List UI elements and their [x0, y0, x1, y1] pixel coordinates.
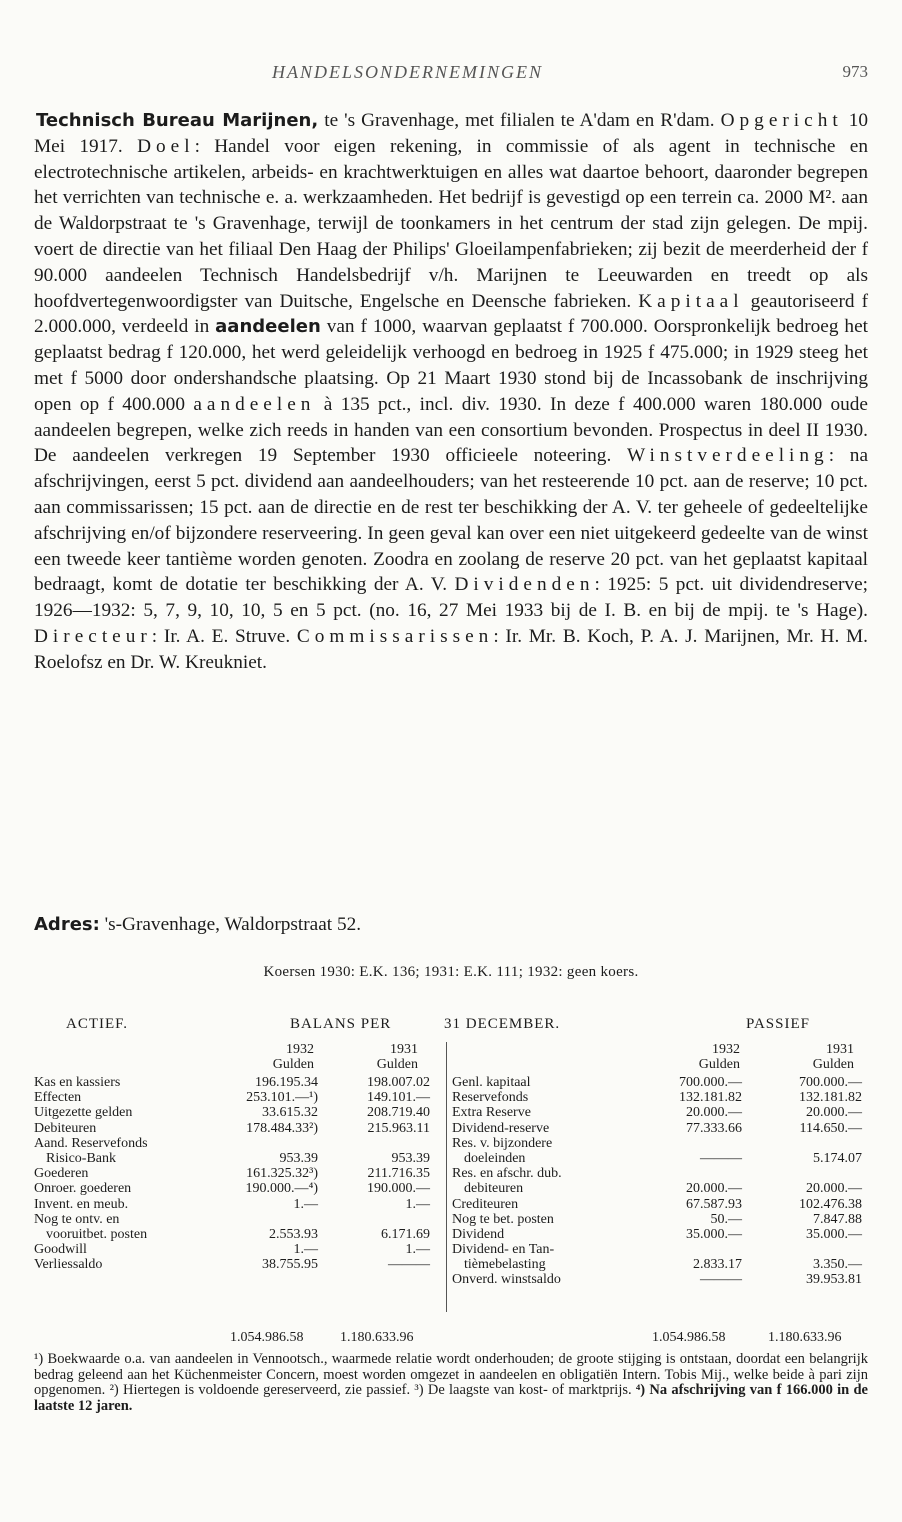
- value-1932: 77.333.66: [686, 1120, 742, 1136]
- table-row: [452, 1257, 868, 1272]
- footnote-1: ¹) Boekwaarde o.a. van aandeelen in Vennootsch., waarmede relatie wordt onderhouden; de groote stijging is ontstaan, doordat een belangrijk bedrag geleend aan het Küchenmeister Concern, moest worden omgezet in aandeelen en obligatiën Intern. Tobis Mij., welke beide à pari zijn opgenomen.: [34, 1351, 868, 1398]
- table-row: [34, 1242, 444, 1257]
- row-label: Risico-Bank: [46, 1150, 116, 1166]
- row-label: Nog te bet. posten: [452, 1211, 554, 1227]
- footnote-4: ⁴) Na afschrijving van f 166.000 in de laatste 12 jaren.: [34, 1382, 868, 1414]
- value-1932: 38.755.95: [262, 1257, 318, 1273]
- dividenden-text: : 1925: 5 pct. uit dividendreserve; 1926—1932: 5, 7, 9, 10, 10, 5 en 5 pct. (no. 16, 27 Mei 1933 bij de I. B. en bij de mpij. te 's Hage).: [34, 574, 868, 622]
- opgericht-label: Opgericht: [720, 110, 843, 131]
- value-1932: 20.000.—: [686, 1105, 742, 1121]
- value-1931: 3.350.—: [813, 1257, 862, 1273]
- passief-total-1931: 1.180.633.96: [768, 1330, 842, 1345]
- opgericht-text: 10 Mei 1917.: [34, 110, 869, 157]
- table-row: [452, 1242, 868, 1257]
- row-label: Invent. en meub.: [34, 1196, 129, 1212]
- row-label: Res. v. bijzondere: [452, 1135, 553, 1151]
- running-title: HANDELSONDERNEMINGEN: [272, 62, 543, 82]
- passief-col2-year: 1931: [826, 1042, 854, 1057]
- actief-col-headers: [234, 1042, 444, 1072]
- value-1932: 253.101.—¹): [246, 1090, 318, 1106]
- actief-table: [34, 1075, 444, 1272]
- balance-divider: [446, 1042, 447, 1312]
- value-1932: ———: [700, 1272, 742, 1288]
- passief-col1-year: 1932: [712, 1042, 740, 1057]
- footnote-3: ³) De laagste van kost- of marktprijs.: [414, 1382, 636, 1398]
- footnotes: [34, 1352, 868, 1414]
- value-1931: 6.171.69: [381, 1226, 430, 1242]
- actief-title: ACTIEF.: [66, 1016, 129, 1032]
- row-label: Onroer. goederen: [34, 1181, 132, 1197]
- actief-col2-year: 1931: [390, 1042, 418, 1057]
- value-1931: ———: [388, 1257, 430, 1273]
- passief-title: PASSIEF: [746, 1016, 810, 1032]
- address-line: [34, 914, 361, 936]
- balans-title: BALANS PER: [290, 1016, 392, 1032]
- value-1932: 161.325.32³): [246, 1166, 318, 1182]
- value-1932: 2.553.93: [269, 1226, 318, 1242]
- winstverdeeling-label: Winstverdeeling: [627, 445, 829, 467]
- kapitaal-text: geautoriseerd f 2.000.000, verdeeld in: [34, 290, 869, 338]
- directeur-label: Directeur: [34, 625, 152, 647]
- value-1931: 190.000.—: [367, 1181, 430, 1197]
- aandeelen-label: aandeelen: [215, 316, 321, 338]
- table-row: [34, 1105, 444, 1120]
- value-1931: 208.719.40: [367, 1105, 430, 1121]
- table-row: [452, 1090, 868, 1105]
- value-1931: 35.000.—: [806, 1226, 862, 1242]
- row-label: Crediteuren: [452, 1196, 519, 1212]
- value-1932: 178.484.33²): [246, 1120, 318, 1136]
- value-1931: 5.174.07: [813, 1150, 862, 1166]
- doel-text: : Handel voor eigen rekening, in commissie of als agent in technische en electrotechnische artikelen, arbeids- en krachtwerktuigen en alles wat daartoe behoort, daaronder begrepen het verrichten van technische e. a. werkzaamheden. Het bedrijf is gevestigd op een terrein ca. 2000 M². aan de Waldorpstraat te 's Gravenhage, terwijl de toonkamers in het centrum der stad zijn gelegen. De mpij. voert de directie van het filiaal Den Haag der Philips' Gloeilampenfabrieken; zij bezit de meerderheid der f 90.000 aandeelen Technisch Handelsbedrijf v/h. Marijnen te Leeuwarden en treedt op als hoofdvertegenwoordigster van Duitsche, Engelsche en Deensche fabrieken.: [34, 135, 868, 312]
- value-1932: 700.000.—: [679, 1075, 742, 1090]
- koersen-line: Koersen 1930: E.K. 136; 1931: E.K. 111; 1932: geen koers.: [263, 964, 639, 980]
- table-row: [34, 1227, 444, 1242]
- passief-col-headers: [650, 1042, 868, 1072]
- value-1932: 20.000.—: [686, 1181, 742, 1197]
- row-label: Onverd. winstsaldo: [452, 1272, 561, 1288]
- table-row: [452, 1197, 868, 1212]
- passief-col1-unit: Gulden: [698, 1057, 740, 1073]
- value-1932: 50.—: [710, 1211, 742, 1227]
- row-label: Debiteuren: [34, 1120, 97, 1136]
- footnote-2: ²) Hiertegen is voldoende gereserveerd, zie passief.: [109, 1382, 415, 1398]
- kapitaal-text-3: à 135 pct., incl. div. 1930. In deze f 400.000 waren 180.000 oude aandeelen begrepen, welke zich reeds in handen van een consortium bevonden. Prospectus in deel II 1930. De aandeelen verkregen 19 September 1930 officieele noteering.: [34, 393, 868, 467]
- intro-text: te 's Gravenhage, met filialen te A'dam en R'dam.: [318, 110, 721, 131]
- company-name: Technisch Bureau Marijnen,: [36, 110, 319, 131]
- balance-heading: [34, 1016, 868, 1036]
- value-1931: 20.000.—: [806, 1105, 862, 1121]
- value-1931: 215.963.11: [367, 1120, 430, 1136]
- value-1931: 953.39: [391, 1150, 430, 1166]
- value-1932: ———: [700, 1150, 742, 1166]
- table-row: [452, 1105, 868, 1120]
- table-row: [34, 1136, 444, 1151]
- value-1932: 1.—: [293, 1242, 318, 1258]
- page-header: [34, 62, 868, 86]
- row-label: vooruitbet. posten: [46, 1226, 148, 1242]
- value-1932: 35.000.—: [686, 1226, 742, 1242]
- value-1931: 114.650.—: [799, 1120, 862, 1136]
- value-1931: 7.847.88: [813, 1211, 862, 1227]
- company-description: [34, 108, 868, 676]
- table-row: [34, 1181, 444, 1196]
- value-1931: 1.—: [405, 1242, 430, 1258]
- table-row: [452, 1272, 868, 1287]
- value-1932: 196.195.34: [255, 1075, 318, 1090]
- value-1931: 149.101.—: [367, 1090, 430, 1106]
- table-row: [34, 1212, 444, 1227]
- kapitaal-text-2: van f 1000, waarvan geplaatst f 700.000. Oorspronkelijk bedroeg het geplaatst bedrag f 120.000, het werd geleidelijk verhoogd en bedroeg in 1925 f 475.000; in 1929 steeg het met f 5000 door ondershandsche plaatsing. Op 21 Maart 1930 stond bij de Incassobank de inschrijving open op f 400.000: [34, 316, 868, 415]
- value-1932: 67.587.93: [686, 1196, 742, 1212]
- passief-table: [452, 1075, 868, 1288]
- adres-label: Adres:: [34, 914, 100, 935]
- value-1932: 132.181.82: [679, 1090, 742, 1106]
- value-1932: 33.615.32: [262, 1105, 318, 1121]
- value-1931: 132.181.82: [799, 1090, 862, 1106]
- row-label: Res. en afschr. dub.: [452, 1166, 562, 1182]
- row-label: Nog te ontv. en: [34, 1211, 120, 1227]
- value-1931: 39.953.81: [806, 1272, 862, 1288]
- table-row: [34, 1166, 444, 1181]
- row-label: Kas en kassiers: [34, 1075, 121, 1090]
- row-label: Aand. Reservefonds: [34, 1135, 148, 1151]
- page-number: 973: [842, 62, 868, 81]
- doel-label: Doel: [137, 135, 195, 157]
- kapitaal-label: Kapitaal: [638, 290, 744, 312]
- row-label: Reservefonds: [452, 1090, 529, 1106]
- value-1932: 190.000.—⁴): [245, 1181, 318, 1197]
- row-label: Uitgezette gelden: [34, 1105, 133, 1121]
- dividenden-label: Dividenden: [454, 574, 595, 596]
- passief-col2-unit: Gulden: [812, 1057, 854, 1073]
- table-row: [452, 1151, 868, 1166]
- commissarissen-text: : Ir. Mr. B. Koch, P. A. J. Marijnen, Mr. H. M. Roelofsz en Dr. W. Kreukniet.: [34, 625, 869, 673]
- row-label: Goederen: [34, 1166, 89, 1182]
- winstverdeeling-text: : na afschrijvingen, eerst 5 pct. dividend aan aandeelhouders; van het resteerende 10 pct. aan de reserve; 10 pct. aan commissarissen; 15 pct. aan de directie en de rest ter beschikking der A. V. ter geheele of gedeeltelijke afschrijving en/of bijzondere reserveering. In geen geval kan over een niet uitgekeerd gedeelte van de winst een tweede keer tantième worden genoten. Zoodra en zoolang de reserve 20 pct. van het geplaatst kapitaal bedraagt, komt de dotatie ter beschikking der A. V.: [34, 445, 868, 596]
- table-row: [452, 1181, 868, 1196]
- row-label: Dividend-reserve: [452, 1120, 550, 1136]
- row-label: Extra Reserve: [452, 1105, 531, 1121]
- value-1931: 20.000.—: [806, 1181, 862, 1197]
- table-row: [34, 1075, 444, 1090]
- row-label: Dividend- en Tan-: [452, 1242, 555, 1258]
- passief-total-1932: 1.054.986.58: [652, 1330, 726, 1345]
- table-row: [452, 1166, 868, 1181]
- table-row: [34, 1197, 444, 1212]
- value-1932: 1.—: [293, 1196, 318, 1212]
- value-1932: 953.39: [279, 1150, 318, 1166]
- table-row: [452, 1121, 868, 1136]
- table-row: [452, 1075, 868, 1090]
- adres-text: 's-Gravenhage, Waldorpstraat 52.: [99, 914, 362, 935]
- row-label: Effecten: [34, 1090, 82, 1106]
- value-1932: 2.833.17: [693, 1257, 742, 1273]
- table-row: [34, 1257, 444, 1272]
- value-1931: 700.000.—: [799, 1075, 862, 1090]
- row-label: Dividend: [452, 1226, 505, 1242]
- table-row: [452, 1212, 868, 1227]
- row-label: doeleinden: [464, 1150, 526, 1166]
- table-row: [452, 1227, 868, 1242]
- table-row: [34, 1151, 444, 1166]
- actief-col2-unit: Gulden: [376, 1057, 418, 1073]
- value-1931: 198.007.02: [367, 1075, 430, 1090]
- actief-col1-unit: Gulden: [272, 1057, 314, 1073]
- row-label: Verliessaldo: [34, 1257, 103, 1273]
- value-1931: 102.476.38: [799, 1196, 862, 1212]
- value-1931: 211.716.35: [367, 1166, 430, 1182]
- actief-col1-year: 1932: [286, 1042, 314, 1057]
- directeur-text: : Ir. A. E. Struve.: [151, 625, 297, 647]
- aandeelen-spaced: aandeelen: [193, 393, 316, 415]
- row-label: tièmebelasting: [464, 1257, 546, 1273]
- table-row: [452, 1136, 868, 1151]
- commissarissen-label: Commissarissen: [296, 625, 494, 647]
- table-row: [34, 1090, 444, 1105]
- table-row: [34, 1121, 444, 1136]
- row-label: Genl. kapitaal: [452, 1075, 531, 1090]
- row-label: Goodwill: [34, 1242, 87, 1258]
- date-title: 31 DECEMBER.: [444, 1016, 561, 1032]
- row-label: debiteuren: [464, 1181, 524, 1197]
- value-1931: 1.—: [405, 1196, 430, 1212]
- actief-total-1931: 1.180.633.96: [340, 1330, 414, 1345]
- actief-total-1932: 1.054.986.58: [230, 1330, 304, 1345]
